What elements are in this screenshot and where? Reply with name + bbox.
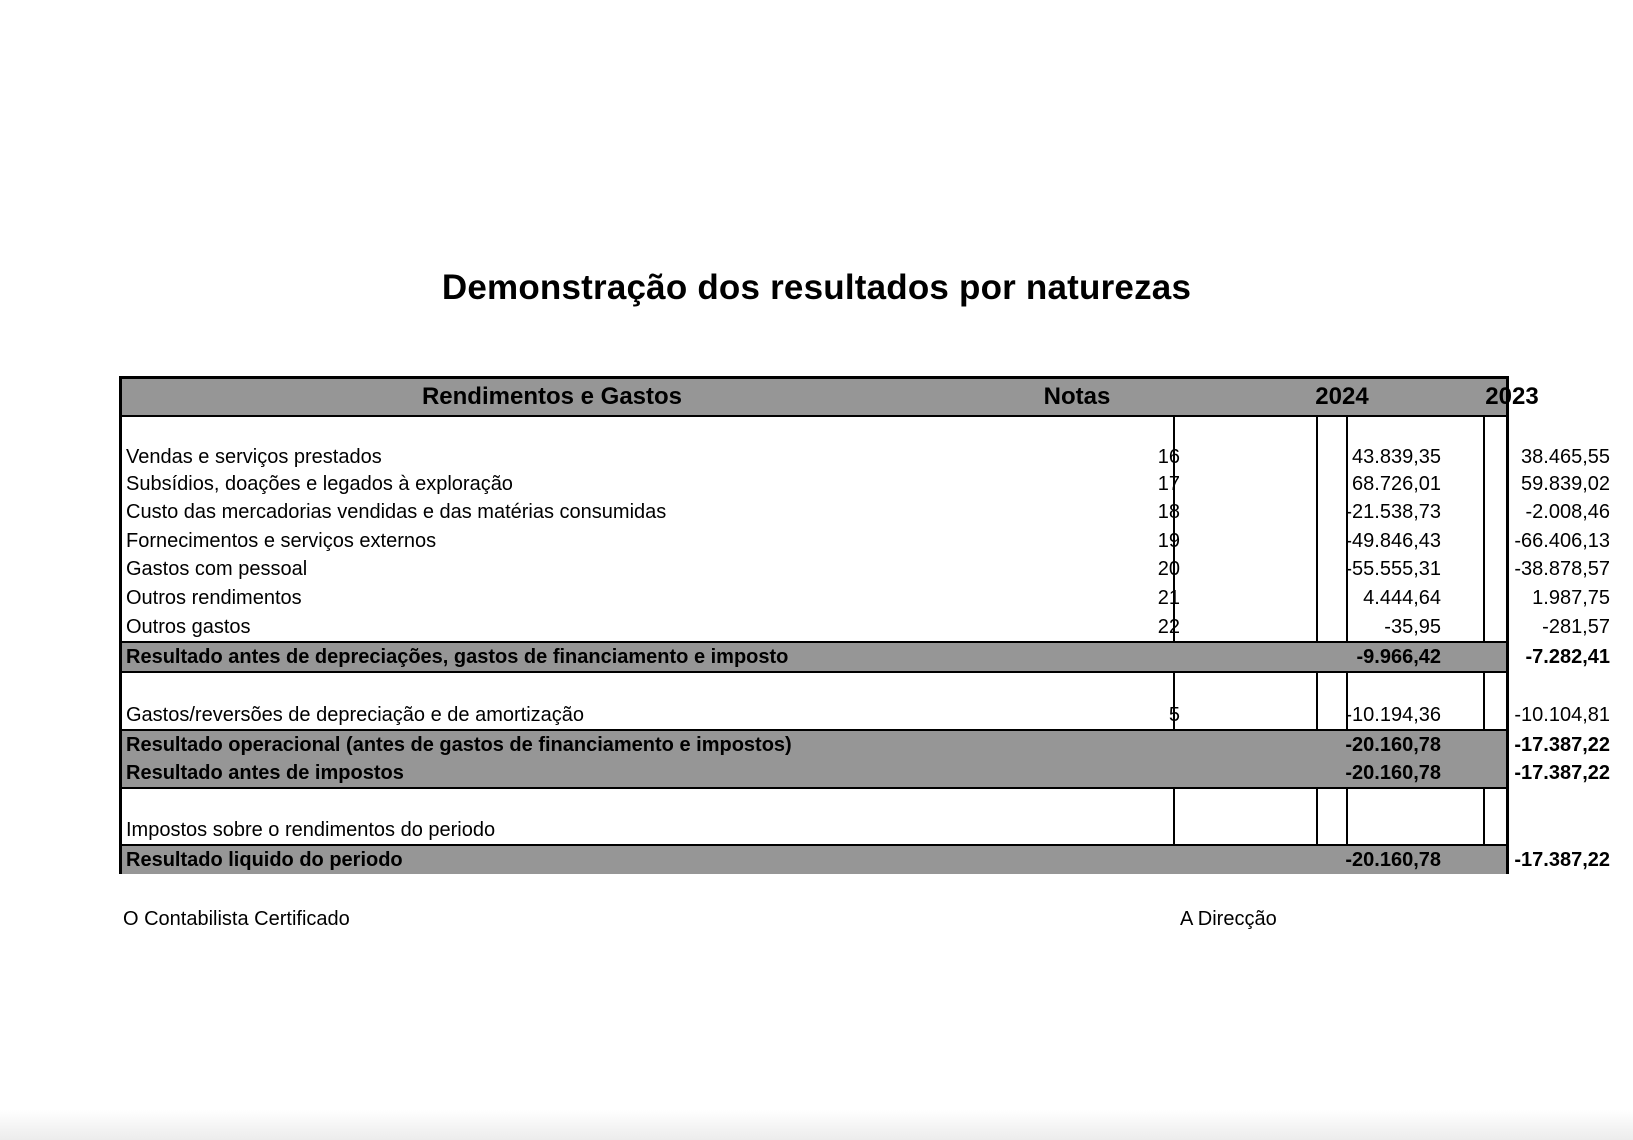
row-note: 16 [1157, 446, 1180, 468]
subtotal-value-2024: -20.160,78 [1345, 734, 1441, 756]
row-value-2023: -2.008,46 [1525, 501, 1610, 523]
row-note: 20 [1157, 558, 1180, 580]
row-label: Gastos com pessoal [126, 558, 308, 580]
row-note: 21 [1157, 587, 1180, 609]
row-label: Vendas e serviços prestados [126, 446, 382, 468]
row-value-2023: -66.406,13 [1514, 530, 1610, 552]
header-description: Rendimentos e Gastos [421, 383, 683, 410]
subtotal-row [122, 759, 1610, 789]
header-year-2023: 2023 [1485, 383, 1539, 410]
subtotal-value-2023: -17.387,22 [1514, 762, 1610, 784]
net-result-value-2023: -17.387,22 [1514, 849, 1610, 871]
row-note: 17 [1157, 473, 1180, 495]
table-row [122, 584, 1610, 612]
row-value-2023: 38.465,55 [1521, 446, 1610, 468]
row-value-2024: -35,95 [1384, 616, 1441, 638]
table-row [122, 613, 1610, 641]
table-row [122, 816, 1506, 844]
row-value-2023: -38.878,57 [1514, 558, 1610, 580]
subtotal-value-2024: -9.966,42 [1356, 646, 1441, 668]
table-header [122, 379, 1539, 417]
income-statement-table [119, 376, 1610, 874]
row-value-2023: 1.987,75 [1532, 587, 1610, 609]
subtotal-label: Resultado operacional (antes de gastos de financiamento e impostos) [126, 734, 792, 756]
row-value-2024: -55.555,31 [1345, 558, 1441, 580]
net-result-label: Resultado liquido do periodo [126, 849, 403, 871]
row-value-2024: -49.846,43 [1345, 530, 1441, 552]
row-value-2023: -281,57 [1542, 616, 1610, 638]
row-label: Outros gastos [126, 616, 251, 638]
row-value-2024: 68.726,01 [1352, 473, 1441, 495]
row-label: Custo das mercadorias vendidas e das matérias consumidas [126, 501, 667, 523]
row-value-2024: -21.538,73 [1345, 501, 1441, 523]
net-result-row [122, 844, 1610, 874]
row-note: 5 [1168, 704, 1180, 726]
header-notes: Notas [1043, 383, 1111, 410]
page-bottom-shade [0, 1110, 1633, 1140]
subtotal-label: Resultado antes de impostos [126, 762, 404, 784]
management-signature-label: A Direcção [1180, 908, 1277, 930]
subtotal-row [122, 641, 1610, 673]
table-row [122, 498, 1610, 526]
row-label: Outros rendimentos [126, 587, 302, 609]
table-row [122, 527, 1610, 555]
row-note: 19 [1157, 530, 1180, 552]
table-row [122, 443, 1610, 471]
net-result-value-2024: -20.160,78 [1345, 849, 1441, 871]
row-value-2023: 59.839,02 [1521, 473, 1610, 495]
subtotal-value-2024: -20.160,78 [1345, 762, 1441, 784]
row-label: Gastos/reversões de depreciação e de amortização [126, 704, 585, 726]
row-value-2024: 4.444,64 [1363, 587, 1441, 609]
row-value-2024: 43.839,35 [1352, 446, 1441, 468]
row-value-2024: -10.194,36 [1345, 704, 1441, 726]
row-value-2023: -10.104,81 [1514, 704, 1610, 726]
row-note: 22 [1157, 616, 1180, 638]
subtotal-label: Resultado antes de depreciações, gastos de financiamento e imposto [126, 646, 789, 668]
row-label: Subsídios, doações e legados à exploração [126, 473, 513, 495]
subtotal-value-2023: -17.387,22 [1514, 734, 1610, 756]
row-label: Fornecimentos e serviços externos [126, 530, 437, 552]
table-row [122, 470, 1610, 498]
row-label: Impostos sobre o rendimentos do periodo [126, 819, 496, 841]
page-title: Demonstração dos resultados por naturezas [441, 268, 1192, 307]
subtotal-value-2023: -7.282,41 [1525, 646, 1610, 668]
table-row [122, 555, 1610, 583]
row-note: 18 [1157, 501, 1180, 523]
header-year-2024: 2024 [1315, 383, 1369, 410]
accountant-signature-label: O Contabilista Certificado [123, 908, 350, 930]
subtotal-row [122, 729, 1610, 761]
table-row [122, 701, 1610, 729]
